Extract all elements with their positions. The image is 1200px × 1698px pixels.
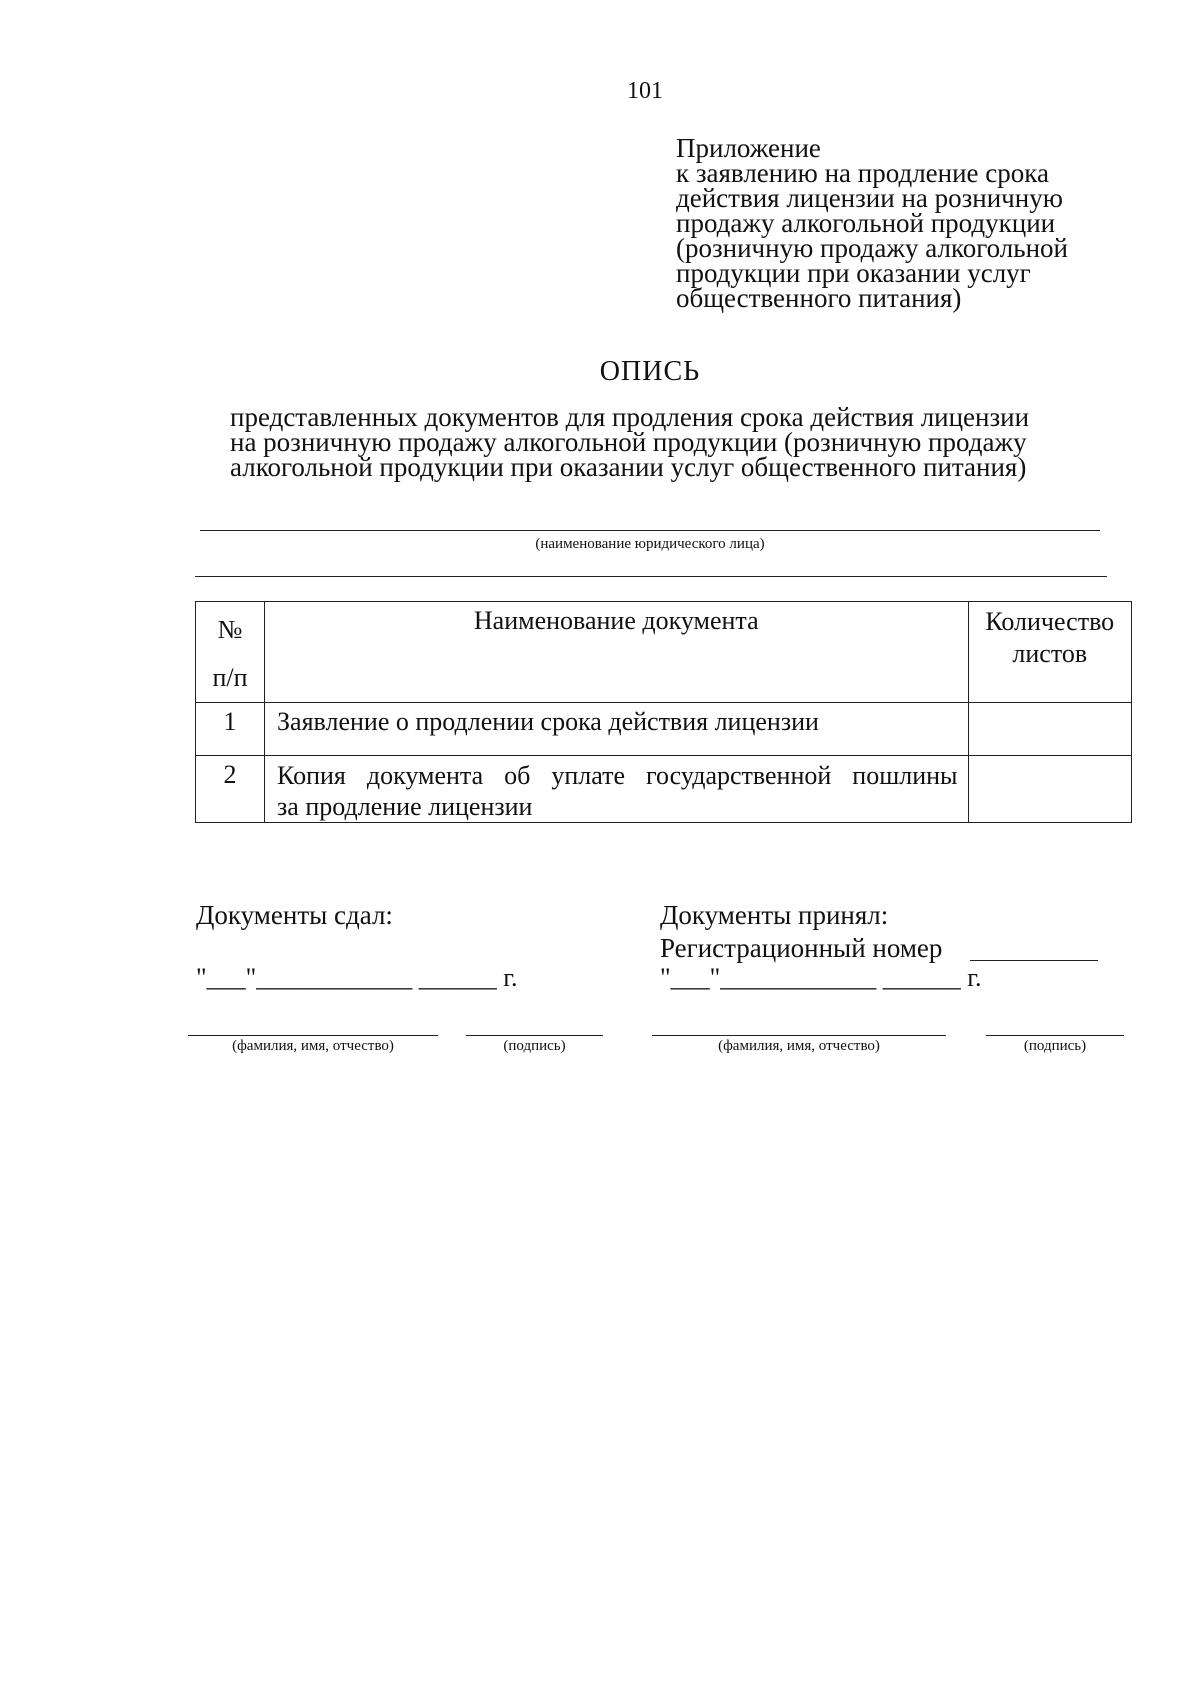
subtitle-line: представленных документов для продления срока действия лицензии (230, 402, 1030, 432)
header-qty-line2: листов (1012, 639, 1088, 668)
table-row (196, 703, 1132, 756)
appendix-line: продажу алкогольной продукции (676, 208, 1056, 238)
registration-number-label: Регистрационный номер (660, 933, 943, 963)
registration-number-field[interactable] (970, 960, 1098, 961)
document-subtitle (230, 402, 1080, 482)
header-qty-cell (968, 602, 1131, 703)
entity-name-line-2[interactable] (195, 576, 1107, 577)
appendix-line: действия лицензии на розничную (676, 183, 1063, 213)
document-title: ОПИСЬ (599, 356, 701, 387)
row-qty-cell[interactable] (968, 756, 1131, 823)
entity-name-caption: (наименование юридического лица) (535, 536, 765, 552)
header-num-symbol: № (217, 615, 243, 644)
submitted-date-field[interactable]: "___"____________ ______ г. (196, 963, 518, 992)
submitted-sign-line[interactable] (466, 1035, 603, 1036)
row-qty-cell[interactable] (968, 703, 1131, 756)
submitted-fio-line[interactable] (188, 1035, 438, 1036)
header-qty-line1: Количество (985, 607, 1115, 636)
table-row (196, 756, 1132, 823)
table-header-row (196, 602, 1132, 703)
entity-name-line[interactable] (200, 530, 1100, 531)
row-num-cell: 1 (196, 703, 265, 756)
received-fio-line[interactable] (652, 1035, 946, 1036)
appendix-line: к заявлению на продление срока (676, 158, 1049, 188)
row-name-line: Заявление о продлении срока действия лицензии (277, 707, 819, 736)
subtitle-line: на розничную продажу алкогольной продукции (розничную продажу (230, 427, 1027, 457)
header-num-cell (196, 602, 265, 703)
received-label: Документы принял: (660, 900, 889, 930)
submitted-fio-caption: (фамилия, имя, отчество) (232, 1038, 394, 1054)
received-fio-caption: (фамилия, имя, отчество) (718, 1038, 880, 1054)
header-name-cell: Наименование документа (265, 602, 968, 703)
documents-table (195, 601, 1132, 823)
row-num-cell: 2 (196, 756, 265, 823)
row-name-cell (265, 756, 968, 823)
appendix-note (676, 133, 1146, 313)
subtitle-line: алкогольной продукции при оказании услуг общественного питания) (230, 452, 1027, 482)
row-name-cell (265, 703, 968, 756)
submitted-label: Документы сдал: (196, 900, 393, 930)
row-name-line: Копия документа об уплате государственной пошлины (277, 761, 958, 790)
header-num-label: п/п (212, 663, 248, 692)
row-name-line: за продление лицензии (277, 792, 533, 821)
appendix-line: общественного питания) (676, 283, 962, 313)
received-sign-caption: (подпись) (1023, 1038, 1087, 1054)
appendix-line: Приложение (676, 133, 821, 163)
received-sign-line[interactable] (986, 1035, 1124, 1036)
received-date-field[interactable]: "___"____________ ______ г. (660, 963, 982, 992)
appendix-line: (розничную продажу алкогольной (676, 233, 1068, 263)
submitted-sign-caption: (подпись) (503, 1038, 566, 1054)
page-number: 101 (627, 78, 663, 104)
appendix-line: продукции при оказании услуг (676, 258, 1031, 288)
